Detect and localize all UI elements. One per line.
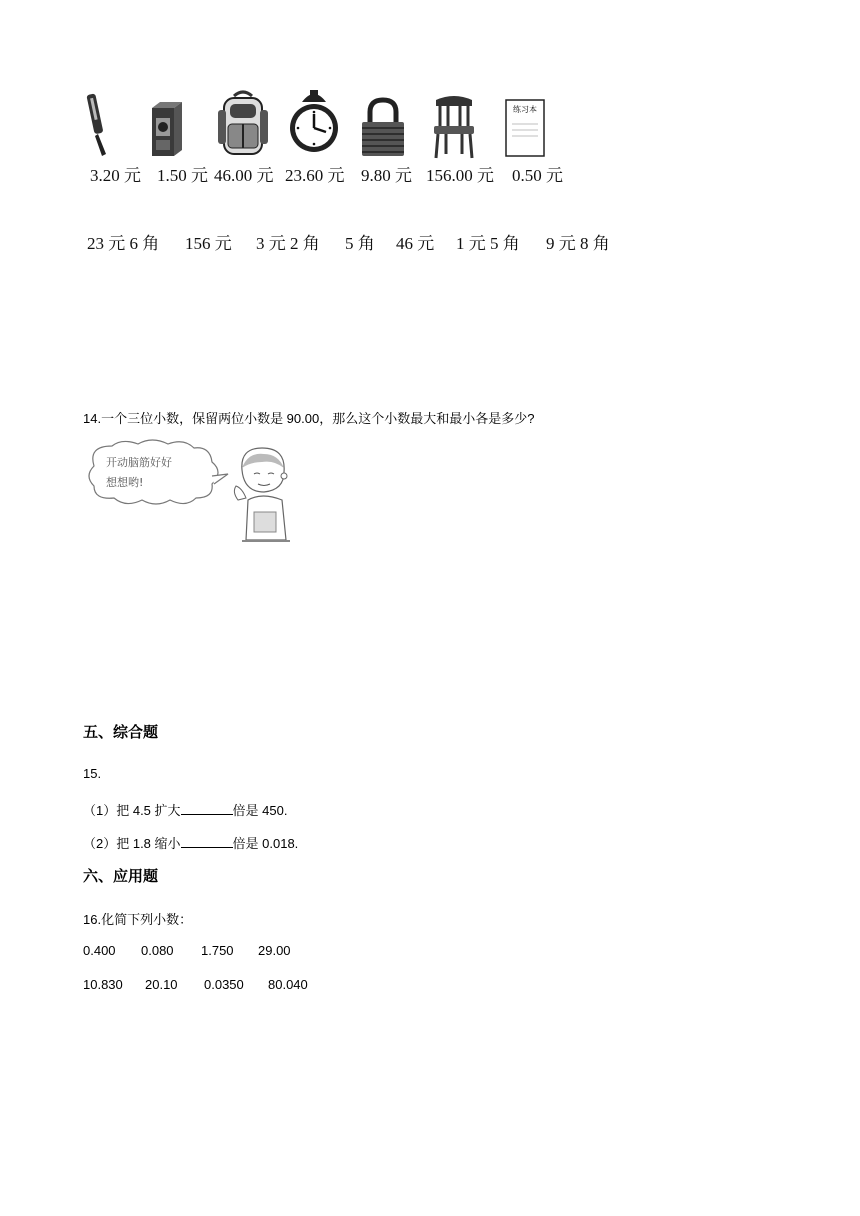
price-label: 156.00 元 — [426, 166, 494, 185]
svg-text:想想哟!: 想想哟! — [106, 476, 144, 489]
decimal-value: 29.00 — [258, 943, 291, 958]
question-15-1 — [83, 800, 287, 819]
padlock-icon — [360, 96, 406, 160]
decimal-value: 0.400 — [83, 943, 116, 958]
decimal-value: 20.10 — [145, 977, 178, 992]
price-label: 23.60 元 — [285, 166, 345, 185]
amount-label: 23 元 6 角 — [87, 234, 160, 253]
question-16-label: 16.化简下列小数： — [83, 912, 193, 927]
question-15-1-pre: （1）把 4.5 扩大 — [83, 803, 181, 818]
boy-thinking-icon — [228, 444, 296, 544]
amount-label: 5 角 — [345, 234, 375, 253]
price-label: 46.00 元 — [214, 166, 274, 185]
question-15-2-post: 倍是 0.018. — [232, 836, 299, 851]
amount-label: 3 元 2 角 — [256, 234, 320, 253]
decimal-value: 0.080 — [141, 943, 174, 958]
notebook-icon — [504, 98, 546, 158]
thinking-illustration — [82, 436, 296, 544]
toothbrush-icon — [84, 92, 114, 160]
price-label: 9.80 元 — [361, 166, 412, 185]
amount-label: 1 元 5 角 — [456, 234, 520, 253]
juice-box-icon — [148, 98, 186, 160]
alarm-clock-icon — [288, 88, 340, 158]
chair-icon — [430, 94, 478, 160]
price-label: 3.20 元 — [90, 166, 141, 185]
decimal-value: 80.040 — [268, 977, 308, 992]
question-15-2 — [83, 833, 298, 852]
section-5-heading: 五、综合题 — [83, 724, 159, 741]
amount-label: 46 元 — [396, 234, 435, 253]
amount-label: 156 元 — [185, 234, 232, 253]
decimal-value: 10.830 — [83, 977, 123, 992]
question-14: 14.一个三位小数，保留两位小数是 90.00，那么这个小数最大和最小各是多少? — [83, 411, 535, 426]
backpack-icon — [216, 88, 270, 158]
answer-blank[interactable] — [181, 835, 233, 848]
amount-label: 9 元 8 角 — [546, 234, 610, 253]
answer-blank[interactable] — [181, 802, 233, 815]
price-label: 0.50 元 — [512, 166, 563, 185]
question-15-2-pre: （2）把 1.8 缩小 — [83, 836, 181, 851]
section-6-heading: 六、应用题 — [83, 868, 159, 885]
decimal-value: 0.0350 — [204, 977, 244, 992]
question-15-1-post: 倍是 450. — [232, 803, 288, 818]
price-label: 1.50 元 — [157, 166, 208, 185]
decimal-value: 1.750 — [201, 943, 234, 958]
question-15-label: 15. — [83, 766, 102, 781]
svg-text:练习本: 练习本 — [513, 105, 537, 114]
svg-text:开动脑筋好好: 开动脑筋好好 — [106, 456, 172, 469]
